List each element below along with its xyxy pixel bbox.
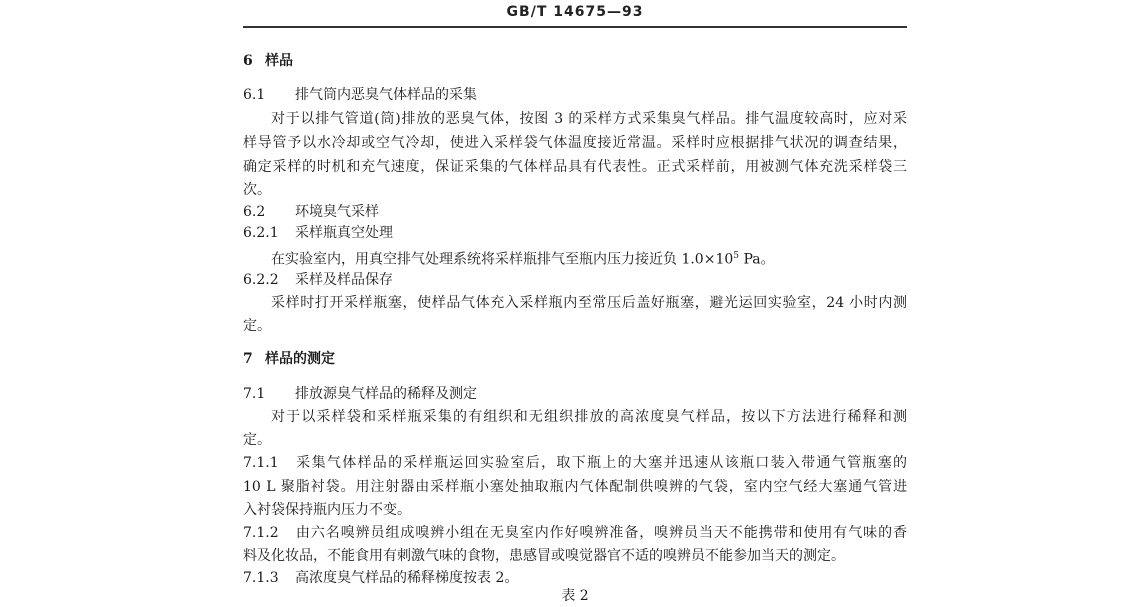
section-number: 6.2.1 (243, 225, 279, 241)
section-7-1-2-line (243, 523, 907, 543)
section-7-1-3-line (243, 568, 518, 588)
paragraph-line: 对于以排气管道(筒)排放的恶臭气体，按图 3 的采样方式采集臭气样品。排气温度较高时，应对采 (271, 111, 907, 127)
section-title: 排气筒内恶臭气体样品的采集 (295, 87, 477, 103)
exponent: 5 (733, 251, 739, 261)
paragraph-line: 次。 (243, 182, 271, 198)
paragraph-line: 定。 (243, 318, 271, 334)
section-7-1-1-line (243, 453, 907, 473)
paragraph-line (271, 246, 775, 270)
section-title: 环境臭气采样 (295, 204, 379, 220)
table-caption: 表 2 (561, 588, 589, 604)
section-number: 6.1 (243, 87, 266, 103)
section-number: 7.1.1 (243, 455, 279, 471)
paragraph-text: 在实验室内，用真空排气处理系统将采样瓶排气至瓶内压力接近负 1.0×10 (271, 251, 734, 268)
section-title: 样品 (265, 53, 293, 69)
section-number: 7.1 (243, 386, 266, 402)
paragraph-line: 确定采样的时机和充气速度，保证采集的气体样品具有代表性。正式采样前，用被测气体充洗采样袋三 (243, 159, 907, 175)
section-6-1-heading (243, 85, 477, 105)
paragraph-line: 10 L 聚脂衬袋。用注射器由采样瓶小塞处抽取瓶内气体配制供嗅辨的气袋，室内空气经大塞通气管进 (243, 479, 907, 495)
section-number: 6 (243, 53, 253, 69)
section-title: 排放源臭气样品的稀释及测定 (295, 386, 477, 402)
section-number: 7.1.3 (243, 570, 279, 586)
paragraph-line: 对于以采样袋和采样瓶采集的有组织和无组织排放的高浓度臭气样品，按以下方法进行稀释和测 (271, 409, 907, 425)
paragraph-text: 高浓度臭气样品的稀释梯度按表 2。 (295, 570, 519, 586)
paragraph-text: 由六名嗅辨员组成嗅辨小组在无臭室内作好嗅辨准备，嗅辨员当天不能携带和使用有气味的香 (295, 525, 907, 541)
paragraph-line: 样导管予以水冷却或空气冷却，使进入采样袋气体温度接近常温。采样时应根据排气状况的调查结果， (243, 135, 907, 151)
paragraph-line: 入衬袋保持瓶内压力不变。 (243, 502, 411, 518)
section-number: 7.1.2 (243, 525, 279, 541)
section-number: 6.2.2 (243, 272, 279, 288)
section-6-2-heading (243, 202, 379, 222)
page-header: GB/T 14675—93 (506, 4, 644, 20)
paragraph-line: 料及化妆品，不能食用有刺激气味的食物，患感冒或嗅觉器官不适的嗅辨员不能参加当天的测定。 (243, 548, 845, 564)
section-6-2-1-heading (243, 223, 393, 243)
section-number: 6.2 (243, 204, 266, 220)
section-title: 样品的测定 (265, 351, 335, 367)
header-rule (243, 26, 907, 28)
section-7-heading (243, 349, 335, 369)
section-6-heading (243, 51, 293, 71)
section-title: 采样瓶真空处理 (295, 225, 393, 241)
section-6-2-2-heading (243, 270, 393, 290)
section-number: 7 (243, 351, 253, 367)
paragraph-line: 定。 (243, 432, 271, 448)
section-7-1-heading (243, 384, 477, 404)
paragraph-text: Pa。 (739, 251, 775, 268)
paragraph-line: 采样时打开采样瓶塞，使样品气体充入采样瓶内至常压后盖好瓶塞，避光运回实验室，24 小时内测 (271, 295, 907, 311)
section-title: 采样及样品保存 (295, 272, 393, 288)
paragraph-text: 采集气体样品的采样瓶运回实验室后，取下瓶上的大塞并迅速从该瓶口装入带通气管瓶塞的 (295, 455, 907, 471)
